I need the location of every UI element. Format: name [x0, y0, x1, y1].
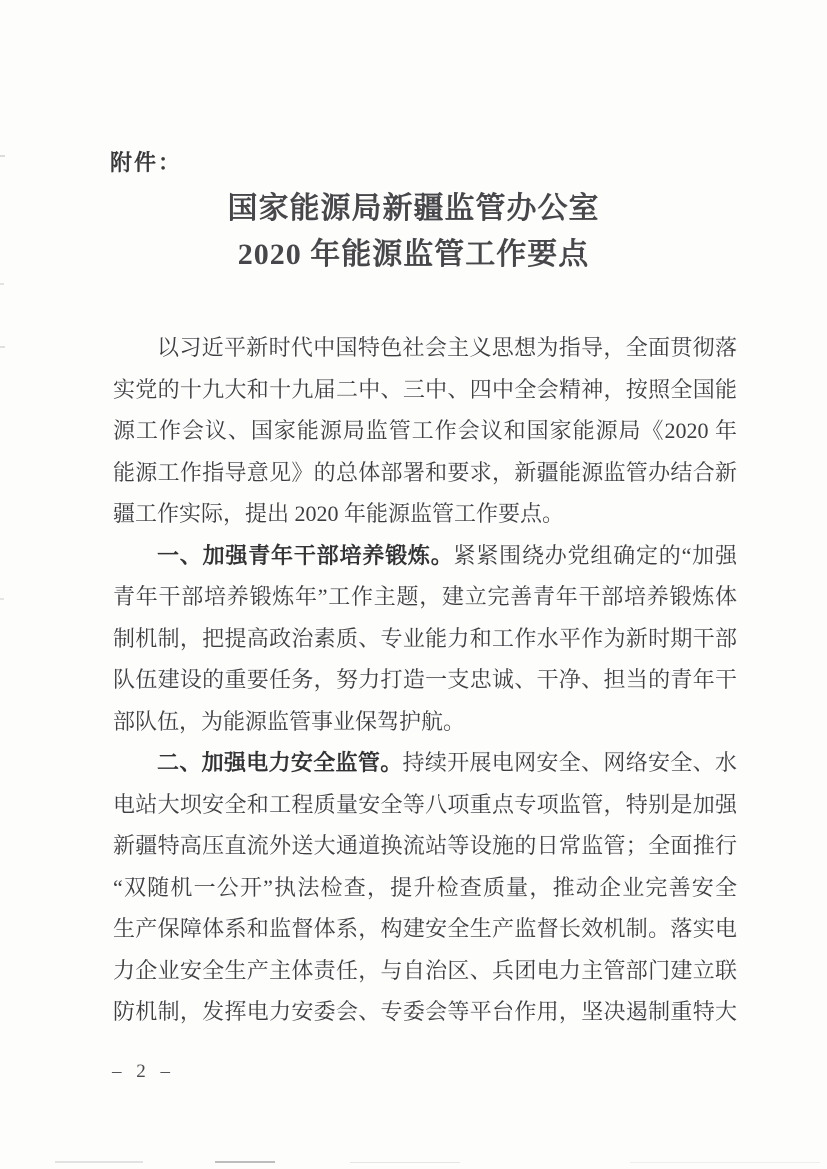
body-line: 实党的十九大和十九届二中、三中、四中全会精神，按照全国能: [113, 376, 737, 402]
section-2-text-start: 持续开展电网安全、网络安全、水: [402, 750, 737, 775]
body-line: 电站大坝安全和工程质量安全等八项重点专项监管，特别是加强: [113, 791, 737, 817]
body-line: [113, 535, 737, 577]
body-line: 新疆特高压直流外送大通道换流站等设施的日常监管；全面推行: [113, 833, 737, 858]
body-line: 青年干部培养锻炼年”工作主题，建立完善青年干部培养锻炼体: [113, 584, 737, 609]
doc-title-line-1: 国家能源局新疆监管办公室: [227, 192, 600, 225]
scan-artifact-speck: [0, 155, 5, 157]
body-line: 生产保障体系和监督体系，构建安全生产监督长效机制。落实电: [113, 916, 737, 941]
scan-artifact-speck: [0, 283, 4, 285]
body-line: 队伍建设的重要任务，努力打造一支忠诚、干净、担当的青年干: [113, 667, 737, 692]
body-line: 源工作会议、国家能源局监管工作会议和国家能源局《2020 年: [113, 418, 737, 443]
body-line: 制机制，把提高政治素质、专业能力和工作水平作为新时期干部: [113, 625, 737, 651]
body-line: 力企业安全生产主体责任，与自治区、兵团电力主管部门建立联: [113, 957, 737, 983]
doc-title-line-2: 2020 年能源监管工作要点: [237, 238, 590, 271]
scan-artifact-line: [630, 1162, 820, 1163]
body-line: 部队伍，为能源监管事业保驾护航。: [113, 708, 466, 734]
section-2-heading: 二、加强电力安全监管。: [157, 750, 403, 775]
paragraph-intro: [113, 327, 737, 535]
attachment-label: 附件：: [110, 150, 183, 175]
body-line: “双随机一公开”执法检查，提升检查质量，推动企业完善安全: [113, 874, 737, 900]
body-line: 能源工作指导意见》的总体部署和要求，新疆能源监管办结合新: [113, 459, 737, 485]
scan-artifact-line: [350, 1162, 460, 1163]
document-body: [113, 327, 737, 1033]
paragraph-section-2: [113, 742, 737, 1033]
scan-artifact-speck: [0, 346, 5, 348]
scan-artifact-line: [55, 1161, 143, 1163]
doc-title: [0, 186, 827, 278]
body-line: 疆工作实际，提出 2020 年能源监管工作要点。: [113, 501, 565, 526]
body-line: [113, 742, 737, 784]
scan-artifact-speck: [0, 598, 4, 600]
scan-artifact-line: [215, 1161, 275, 1163]
section-1-heading: 一、加强青年干部培养锻炼。: [157, 542, 454, 568]
section-1-text-start: 紧紧围绕办党组确定的“加强: [453, 542, 737, 568]
body-line: 防机制，发挥电力安委会、专委会等平台作用，坚决遏制重特大: [113, 999, 737, 1024]
body-line: 以习近平新时代中国特色社会主义思想为指导，全面贯彻落: [157, 335, 737, 360]
page-number: – 2 –: [112, 1061, 175, 1082]
paragraph-section-1: [113, 535, 737, 743]
